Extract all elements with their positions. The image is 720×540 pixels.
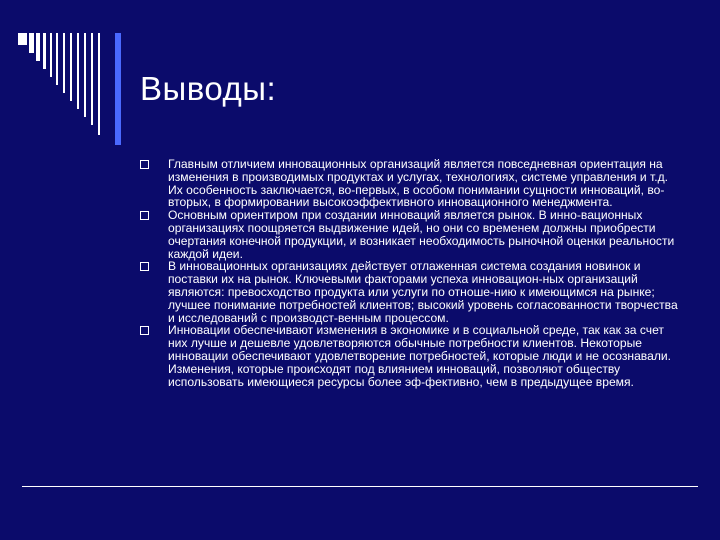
square-bullet-icon <box>140 211 149 220</box>
square-bullet-icon <box>140 160 149 169</box>
decorative-bars <box>0 0 150 150</box>
bullet-text: Основным ориентиром при создании инноваций является рынок. В инно-вационных организациях поощряется выдвижение идей, но они со временем должны приобрести очертания конечной продукции, и возникает необходимость рыночной оценки реальности каждой идеи. <box>168 208 675 261</box>
bullet-text: Инновации обеспечивают изменения в экономике и в социальной среде, так как за счет них лучше и дешевле удовлетворяются обычные потребности клиентов. Некоторые инновации обеспечивают удовлетворение потребностей, которые люди и не осознавали. Изменения, которые происходят под влиянием инноваций, позволяют обществу использовать имеющиеся ресурсы более эф-фективно, чем в предыдущее время. <box>168 323 671 389</box>
bullet-item <box>140 209 680 260</box>
bullet-list <box>140 158 680 388</box>
bullet-text: Главным отличием инновационных организаций является повседневная ориентация на изменения в производимых продуктах и услугах, технологиях, системе управления и т.д. Их особенность заключается, во-первых, в особом понимании сущности инноваций, во-вторых, в формировании высокоэффективного инновационного менеджмента. <box>168 157 669 210</box>
bullet-item <box>140 158 680 209</box>
bullet-item <box>140 260 680 324</box>
square-bullet-icon <box>140 326 149 335</box>
bullet-item <box>140 324 680 388</box>
bottom-divider <box>22 486 698 487</box>
slide-title: Выводы: <box>140 70 277 107</box>
square-bullet-icon <box>140 262 149 271</box>
bullet-text: В инновационных организациях действует отлаженная система создания новинок и поставки их на рынок. Ключевыми факторами успеха инновацион-ных организаций являются: превосходство продукта или услуги по отноше-нию к имеющимся на рынке; лучшее понимание потребностей клиентов; высокий уровень согласованности творчества и исследований с производст-венным процессом. <box>168 259 678 325</box>
